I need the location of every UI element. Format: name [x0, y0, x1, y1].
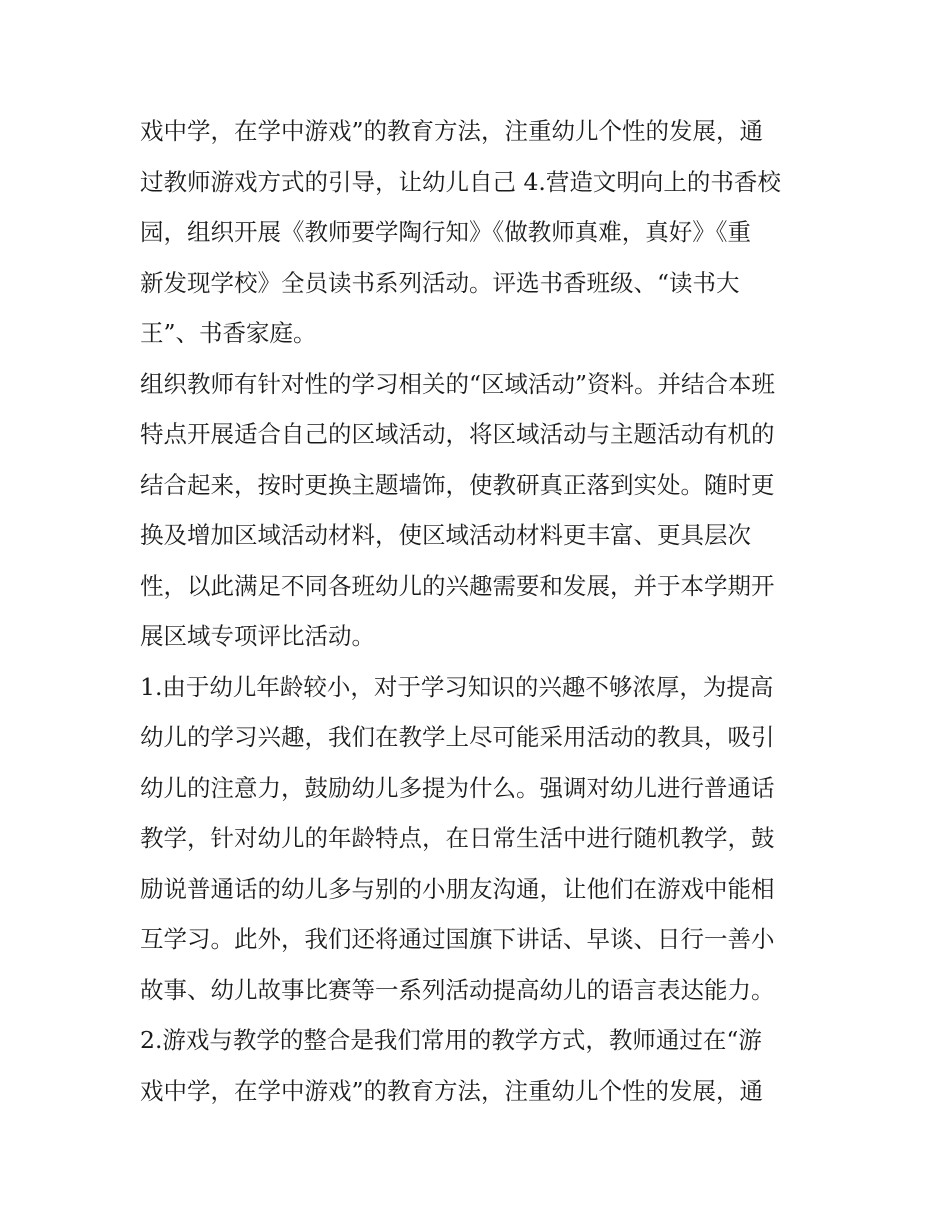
text-line: 组织教师有针对性的学习相关的“区域活动”资料。并结合本班 — [140, 369, 776, 398]
text-line: 特点开展适合自己的区域活动，将区域活动与主题活动有机的 — [140, 420, 775, 448]
text-line: 幼儿的注意力，鼓励幼儿多提为什么。强调对幼儿进行普通话 — [140, 773, 775, 802]
text-line: 2.游戏与教学的整合是我们常用的教学方式，教师通过在“游 — [140, 1026, 762, 1054]
text-line: 结合起来，按时更换主题墙饰，使教研真正落到实处。随时更 — [140, 470, 775, 499]
text-line: 性，以此满足不同各班幼儿的兴趣需要和发展，并于本学期开 — [140, 571, 775, 600]
text-line: 故事、幼儿故事比赛等一系列活动提高幼儿的语言表达能力。 — [140, 975, 775, 1004]
text-line: 园，组织开展《教师要学陶行知》《做教师真难，真好》《重 — [140, 218, 751, 246]
text-line: 互学习。此外，我们还将通过国旗下讲话、早谈、日行一善小 — [140, 925, 775, 953]
text-line: 王”、书香家庭。 — [140, 319, 317, 347]
text-line: 戏中学，在学中游戏”的教育方法，注重幼儿个性的发展，通 — [140, 1076, 764, 1105]
text-line: 新发现学校》全员读书系列活动。评选书香班级、“读书大 — [140, 268, 740, 297]
text-line: 展区域专项评比活动。 — [140, 622, 375, 650]
text-line: 励说普通话的幼儿多与别的小朋友沟通，让他们在游戏中能相 — [140, 874, 775, 903]
text-line: 过教师游戏方式的引导，让幼儿自己 4.营造文明向上的书香校 — [140, 167, 781, 196]
body-text — [140, 106, 820, 1116]
text-line: 幼儿的学习兴趣，我们在教学上尽可能采用活动的教具，吸引 — [140, 723, 775, 751]
text-line: 教学，针对幼儿的年龄特点，在日常生活中进行随机教学，鼓 — [140, 824, 775, 852]
text-line: 1.由于幼儿年龄较小，对于学习知识的兴趣不够浓厚，为提高 — [140, 672, 774, 701]
text-line: 戏中学，在学中游戏”的教育方法，注重幼儿个性的发展，通 — [140, 117, 764, 145]
text-line: 换及增加区域活动材料，使区域活动材料更丰富、更具层次 — [140, 521, 751, 549]
